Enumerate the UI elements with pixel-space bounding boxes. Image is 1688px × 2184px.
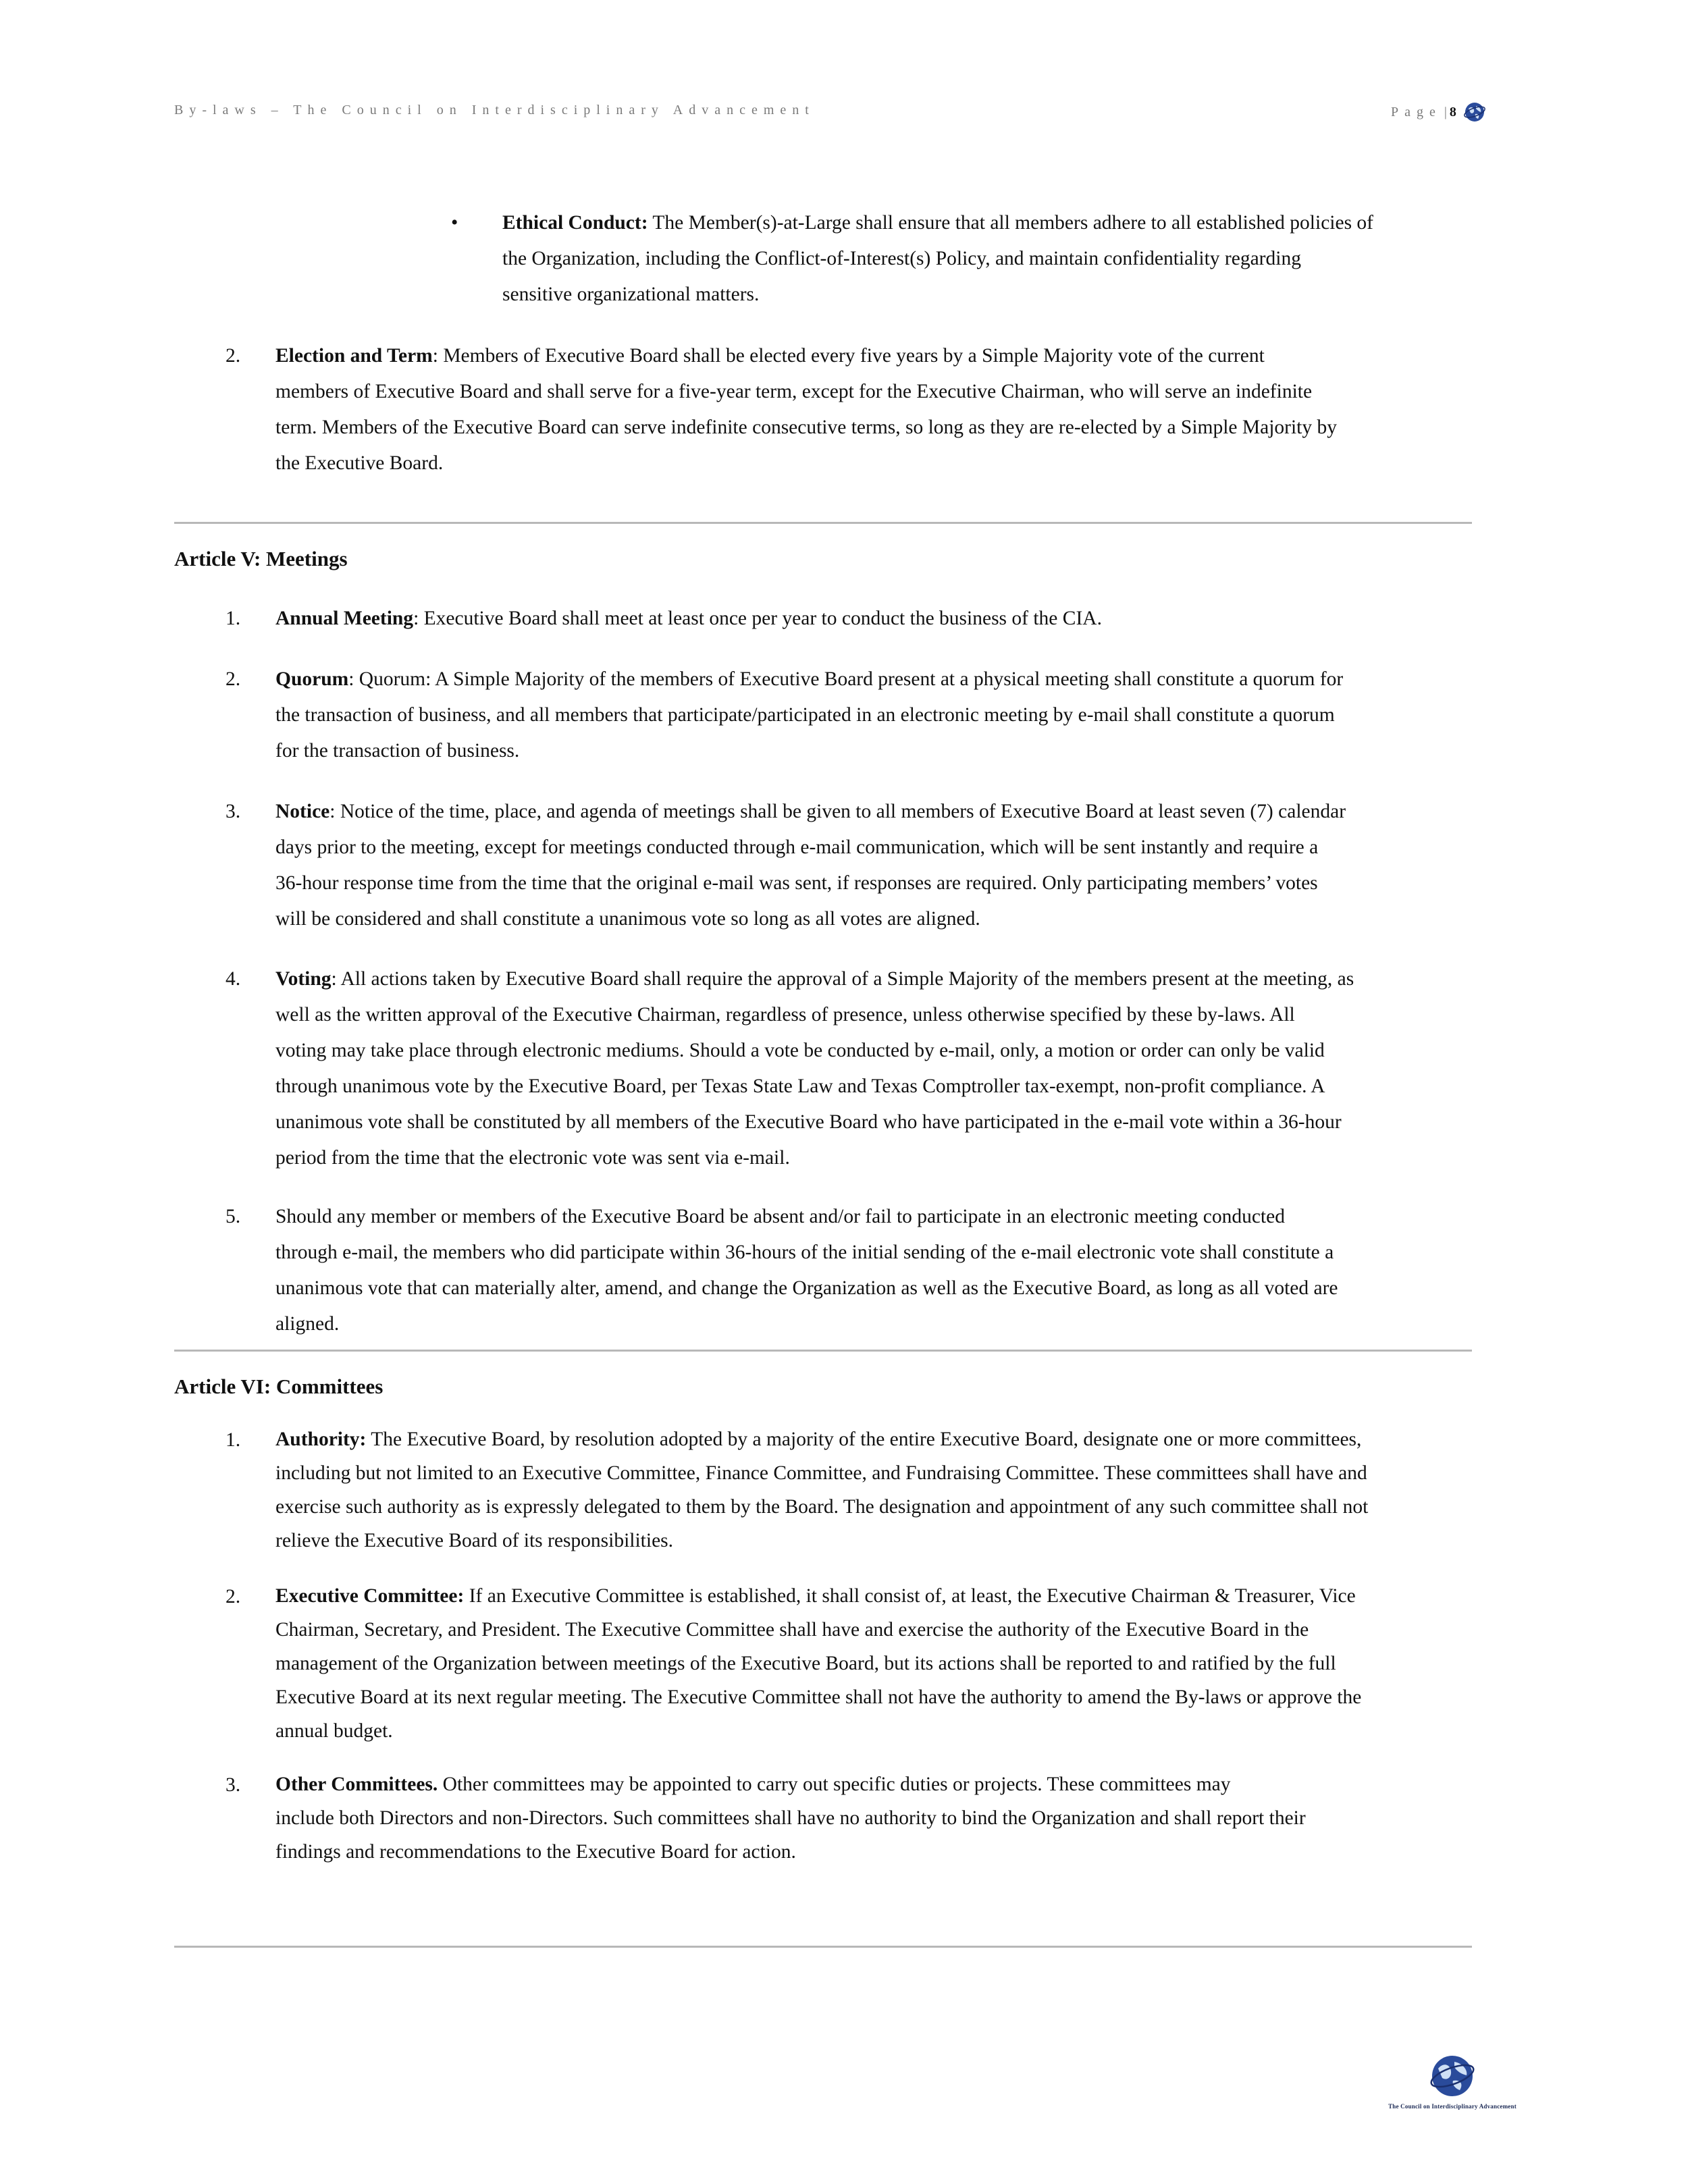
text-line: unanimous vote that can materially alter, amend, and change the Organization as well as the Executive Board, as long as all voted are [275,1277,1338,1299]
voting-paragraph [275,961,1354,1176]
voting-term: Voting [275,968,332,990]
article-5-heading: Article V: Meetings [174,547,348,570]
item-number: 2. [226,345,241,367]
authority-term: Authority: [275,1429,367,1450]
page-number-block [1391,99,1486,126]
text-line: Executive Board at its next regular meeting. The Executive Committee shall not have the authority to amend the By-laws or approve the [275,1686,1362,1708]
election-term-paragraph [275,338,1337,481]
text-line: If an Executive Committee is established, it shall consist of, at least, the Executive Chairman & Treasurer, Vice [464,1585,1356,1607]
bullet-marker: • [451,212,458,234]
text-line: : Quorum: A Simple Majority of the members of Executive Board present at a physical meeting shall constitute a quorum for [348,668,1344,690]
authority-paragraph [275,1422,1368,1557]
text-line: the transaction of business, and all members that participate/participated in an electronic meeting by e-mail shall constitute a quorum [275,704,1335,726]
text-line: through e-mail, the members who did participate within 36-hours of the initial sending of the e-mail electronic vote shall constitute a [275,1242,1334,1263]
text-line: : Members of Executive Board shall be elected every five years by a Simple Majority vote of the current [432,345,1265,367]
text-line: unanimous vote shall be constituted by all members of the Executive Board who have participated in the e-mail vote within a 36-hour [275,1111,1342,1133]
executive-committee-term: Executive Committee: [275,1585,465,1607]
quorum-paragraph [275,662,1343,769]
section-divider [174,1946,1472,1948]
text-line: including but not limited to an Executive Committee, Finance Committee, and Fundraising Committee. These committees shall have and [275,1462,1367,1484]
page-number: 8 [1449,104,1456,119]
election-term-term: Election and Term [275,345,433,367]
item-number: 3. [226,1774,241,1796]
annual-meeting-term: Annual Meeting [275,608,414,629]
annual-meeting-paragraph [275,601,1102,637]
text-line: The Executive Board, by resolution adopted by a majority of the entire Executive Board, designate one or more committees, [366,1429,1362,1450]
text-line: include both Directors and non-Directors. Such committees shall have no authority to bind the Organization and shall report their [275,1807,1306,1829]
text-line: term. Members of the Executive Board can serve indefinite consecutive terms, so long as they are re-elected by a Simple Majority by [275,417,1337,438]
executive-committee-paragraph [275,1579,1361,1748]
notice-paragraph [275,794,1346,937]
ethical-conduct-term: Ethical Conduct: [502,212,648,234]
text-line: will be considered and shall constitute a unanimous vote so long as all votes are aligned. [275,908,980,930]
text-line: Chairman, Secretary, and President. The Executive Committee shall have and exercise the authority of the Executive Board in the [275,1619,1309,1641]
item-number: 3. [226,801,241,822]
text-line: management of the Organization between meetings of the Executive Board, but its actions shall be reported to and ratified by the full [275,1653,1336,1674]
item-number: 1. [226,608,241,629]
text-line: days prior to the meeting, except for meetings conducted through e-mail communication, which will be sent instantly and require a [275,836,1319,858]
item-number: 1. [226,1429,241,1451]
article-6-heading: Article VI: Committees [174,1375,384,1398]
text-line: : All actions taken by Executive Board shall require the approval of a Simple Majority of the members present at the meeting, as [331,968,1354,990]
text-line: exercise such authority as is expressly delegated to them by the Board. The designation and appointment of any such committee shall not [275,1496,1369,1518]
quorum-term: Quorum [275,668,349,690]
text-line: aligned. [275,1313,340,1335]
item-number: 2. [226,1586,241,1607]
globe-icon [1463,101,1486,124]
text-line: the Organization, including the Conflict-of-Interest(s) Policy, and maintain confidentiality regarding [502,248,1301,269]
text-line: voting may take place through electronic mediums. Should a vote be conducted by e-mail, only, a motion or order can only be valid [275,1040,1325,1061]
text-line: The Member(s)-at-Large shall ensure that all members adhere to all established policies of [652,212,1374,234]
electronic-absence-paragraph [275,1199,1338,1342]
running-header: By-laws – The Council on Interdisciplinary Advancement [174,103,815,117]
footer-logo [1381,2052,1523,2127]
page-separator: | [1444,104,1447,119]
text-line: relieve the Executive Board of its responsibilities. [275,1530,674,1551]
other-committees-term: Other Committees. [275,1774,438,1795]
ethical-conduct-paragraph [502,205,1373,313]
text-line: Should any member or members of the Executive Board be absent and/or fail to participate in an electronic meeting conducted [275,1206,1285,1227]
section-divider [174,522,1472,524]
globe-logo-icon [1429,2052,1476,2100]
item-number: 2. [226,668,241,690]
notice-term: Notice [275,801,330,822]
text-line: 36-hour response time from the time that the original e-mail was sent, if responses are required. Only participating members’ votes [275,872,1318,894]
text-line: findings and recommendations to the Executive Board for action. [275,1841,796,1863]
section-divider [174,1350,1472,1352]
other-committees-paragraph [275,1767,1306,1869]
item-number: 5. [226,1206,241,1227]
text-line: for the transaction of business. [275,740,520,762]
page-label: Page [1391,104,1442,119]
text-line: : Notice of the time, place, and agenda of meetings shall be given to all members of Executive Board at least seven (7) calendar [329,801,1346,822]
item-number: 4. [226,968,241,990]
text-line: well as the written approval of the Executive Chairman, regardless of presence, unless otherwise specified by these by-laws. All [275,1004,1295,1026]
text-line: through unanimous vote by the Executive Board, per Texas State Law and Texas Comptroller tax-exempt, non-profit compliance. A [275,1075,1325,1097]
text-line: annual budget. [275,1720,393,1742]
text-line: : Executive Board shall meet at least once per year to conduct the business of the CIA. [413,608,1102,629]
logo-caption: The Council on Interdisciplinary Advancement [1388,2103,1516,2110]
text-line: period from the time that the electronic vote was sent via e-mail. [275,1147,790,1169]
text-line: the Executive Board. [275,452,444,474]
text-line: Other committees may be appointed to carry out specific duties or projects. These committees may [438,1774,1231,1795]
text-line: members of Executive Board and shall serve for a five-year term, except for the Executive Chairman, who will serve an indefinite [275,381,1313,402]
text-line: sensitive organizational matters. [502,284,760,305]
